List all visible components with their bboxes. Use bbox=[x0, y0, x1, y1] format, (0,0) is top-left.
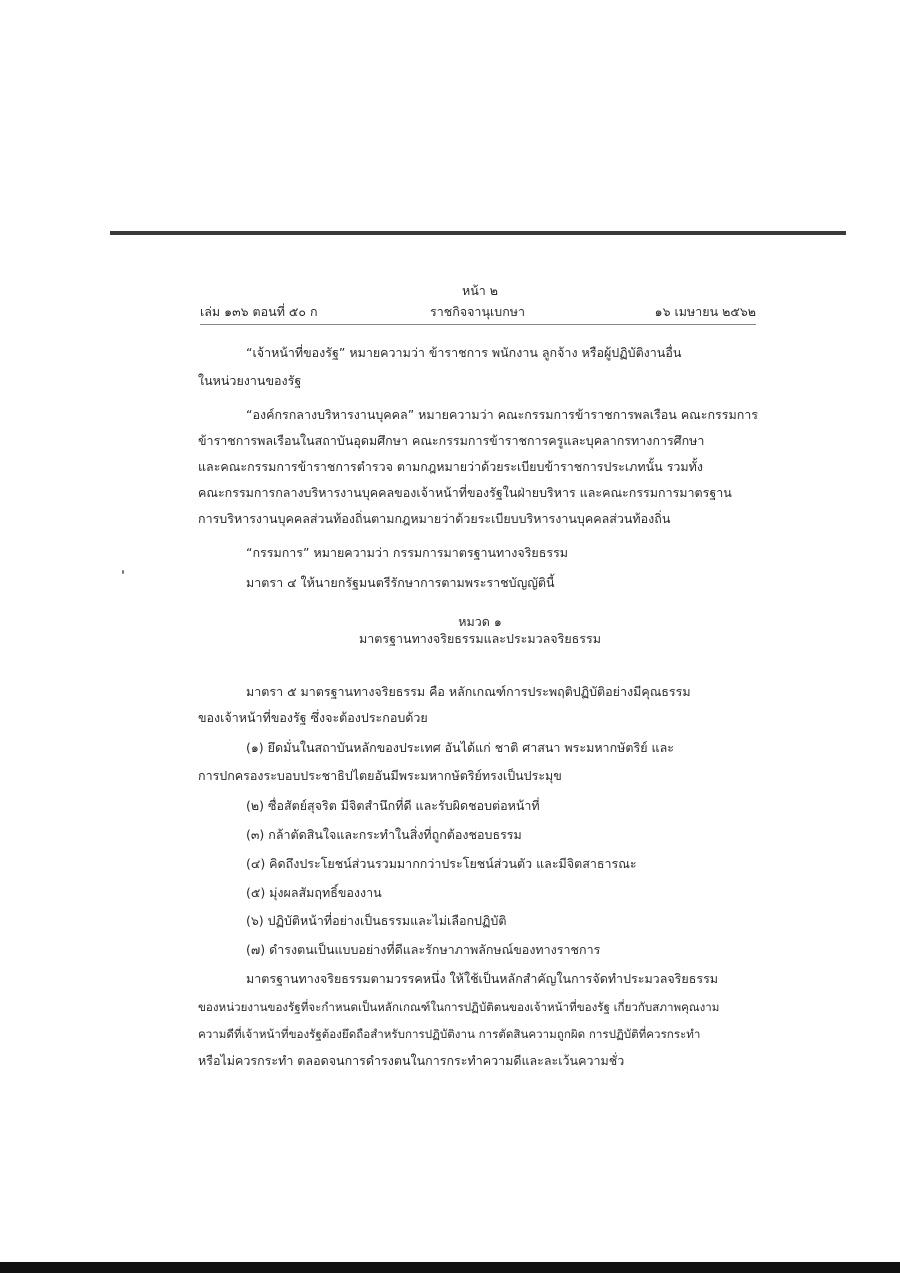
definition-committee-member: “กรรมการ” หมายความว่า กรรมการมาตรฐานทางจริยธรรม bbox=[246, 545, 569, 560]
paragraph-line: ความดีที่เจ้าหน้าที่ของรัฐต้องยึดถือสำหรับการปฏิบัติงาน การตัดสินความถูกผิด การปฏิบัติที่ควรกระทำ bbox=[198, 1027, 701, 1041]
list-item-3: (๓) กล้าตัดสินใจและกระทำในสิ่งที่ถูกต้องชอบธรรม bbox=[246, 827, 522, 842]
list-item-7: (๗) ดำรงตนเป็นแบบอย่างที่ดีและรักษาภาพลักษณ์ของทางราชการ bbox=[246, 942, 601, 957]
paragraph-line: หรือไม่ควรกระทำ ตลอดจนการดำรงตนในการกระทำความดีและละเว้นความชั่ว bbox=[198, 1053, 625, 1068]
section-4: มาตรา ๔ ให้นายกรัฐมนตรีรักษาการตามพระราชบัญญัตินี้ bbox=[246, 575, 555, 590]
paragraph-line: การบริหารงานบุคคลส่วนท้องถิ่นตามกฎหมายว่าด้วยระเบียบบริหารงานบุคคลส่วนท้องถิ่น bbox=[198, 511, 671, 526]
paragraph-standards-use: มาตรฐานทางจริยธรรมตามวรรคหนึ่ง ให้ใช้เป็นหลักสำคัญในการจัดทำประมวลจริยธรรม bbox=[246, 971, 719, 986]
paragraph-line: การปกครองระบอบประชาธิปไตยอันมีพระมหากษัตริย์ทรงเป็นประมุข bbox=[198, 768, 562, 783]
paragraph-line: ของหน่วยงานของรัฐที่จะกำหนดเป็นหลักเกณฑ์ในการปฏิบัติตนของเจ้าหน้าที่ของรัฐ เกี่ยวกับสภาพคุณงาม bbox=[198, 1000, 720, 1014]
gazette-header bbox=[200, 304, 756, 320]
chapter-title: มาตรฐานทางจริยธรรมและประมวลจริยธรรม bbox=[359, 631, 601, 646]
scan-speck bbox=[122, 570, 124, 574]
volume-issue: เล่ม ๑๓๖ ตอนที่ ๕๐ ก bbox=[200, 304, 318, 319]
list-item-5: (๕) มุ่งผลสัมฤทธิ์ของงาน bbox=[246, 885, 382, 900]
header-underline bbox=[200, 324, 756, 325]
paragraph-line: และคณะกรรมการข้าราชการตำรวจ ตามกฎหมายว่าด้วยระเบียบข้าราชการประเภทนั้น รวมทั้ง bbox=[198, 459, 704, 474]
list-item-1: (๑) ยึดมั่นในสถาบันหลักของประเทศ อันได้แก่ ชาติ ศาสนา พระมหากษัตริย์ และ bbox=[246, 740, 674, 755]
definition-personnel-agency: “องค์กรกลางบริหารงานบุคคล” หมายความว่า คณะกรรมการข้าราชการพลเรือน คณะกรรมการ bbox=[246, 407, 759, 422]
page-number: หน้า ๒ bbox=[461, 283, 499, 298]
gazette-title: ราชกิจจานุเบกษา bbox=[430, 304, 526, 319]
section-5: มาตรา ๕ มาตรฐานทางจริยธรรม คือ หลักเกณฑ์การประพฤติปฏิบัติอย่างมีคุณธรรม bbox=[246, 684, 691, 699]
bottom-bar bbox=[0, 1262, 900, 1273]
list-item-6: (๖) ปฏิบัติหน้าที่อย่างเป็นธรรมและไม่เลือกปฏิบัติ bbox=[246, 913, 507, 928]
top-rule bbox=[110, 231, 846, 235]
paragraph-line: คณะกรรมการกลางบริหารงานบุคคลของเจ้าหน้าที่ของรัฐในฝ่ายบริหาร และคณะกรรมการมาตรฐาน bbox=[198, 485, 732, 500]
paragraph-line: ในหน่วยงานของรัฐ bbox=[198, 373, 302, 388]
list-item-4: (๔) คิดถึงประโยชน์ส่วนรวมมากกว่าประโยชน์ส่วนตัว และมีจิตสาธารณะ bbox=[246, 856, 637, 871]
definition-state-official: “เจ้าหน้าที่ของรัฐ” หมายความว่า ข้าราชการ พนักงาน ลูกจ้าง หรือผู้ปฏิบัติงานอื่น bbox=[246, 345, 682, 360]
publication-date: ๑๖ เมษายน ๒๕๖๒ bbox=[654, 304, 756, 319]
list-item-2: (๒) ซื่อสัตย์สุจริต มีจิตสำนึกที่ดี และรับผิดชอบต่อหน้าที่ bbox=[246, 798, 540, 813]
chapter-heading: หมวด ๑ bbox=[458, 614, 502, 629]
paragraph-line: ของเจ้าหน้าที่ของรัฐ ซึ่งจะต้องประกอบด้วย bbox=[198, 710, 428, 725]
paragraph-line: ข้าราชการพลเรือนในสถาบันอุดมศึกษา คณะกรรมการข้าราชการครูและบุคลากรทางการศึกษา bbox=[198, 433, 705, 448]
